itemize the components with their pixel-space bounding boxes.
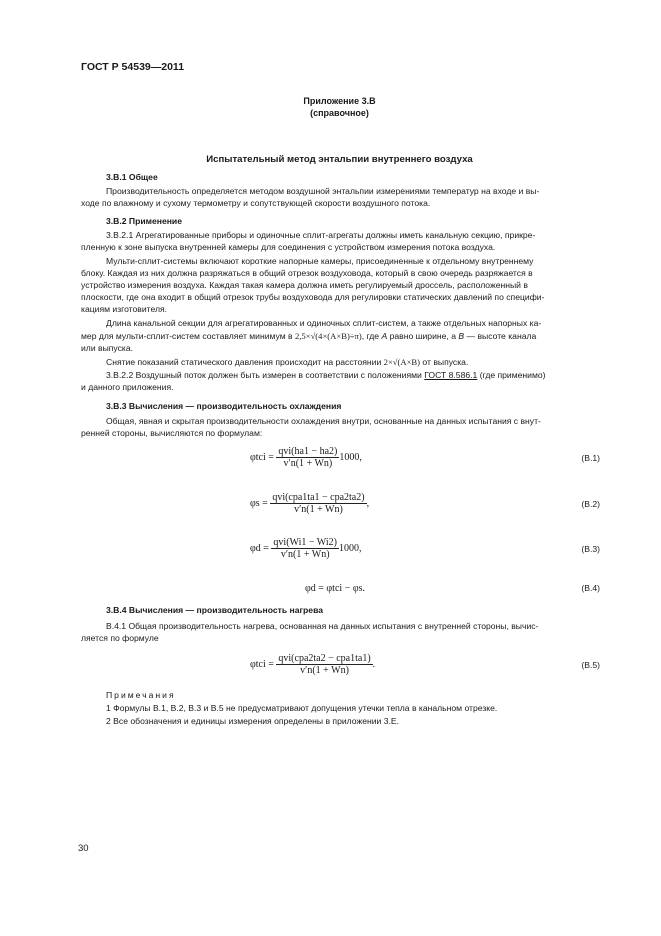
paragraph: блоку. Каждая из них должна разряжаться в общий отрезок воздуховода, который в свою очередь разряжается в	[81, 268, 533, 278]
paragraph: устройство измерения воздуха. Каждая такая камера должна иметь регулируемый дроссель, расположенный в	[81, 280, 528, 290]
paragraph: Мульти-сплит-системы включают короткие напорные камеры, присоединенные к отдельному внутреннему	[106, 256, 534, 266]
paragraph-with-formula: мер для мульти-сплит-систем составляет минимум в 2,5×√(4×(A×B)÷π), где A равно ширине, а B — высоте канала	[81, 331, 537, 341]
paragraph: Производительность определяется методом воздушной энтальпии измерениями температур на входе и вы-	[106, 186, 540, 196]
note-item: 2 Все обозначения и единицы измерения определены в приложении 3.Е.	[106, 716, 400, 726]
equation-b3: φd = $\frac{\text{qvi(Wi1 − Wi2)}}{v'n(1 + Wn)}$ 1000,	[250, 537, 362, 560]
inline-formula: 2×√(A×B)	[383, 357, 421, 367]
equation-b2: φs = $\frac{\text{qvi(cpa1ta1 − cpa2ta2)}}{v'n(1 + Wn)}$ ,	[250, 492, 370, 515]
paragraph: В.4.1 Общая производительность нагрева, основанная на данных испытания с внутренней стороны, вычис-	[106, 621, 539, 631]
paragraph: Общая, явная и скрытая производительности охлаждения внутри, основанные на данных испытания с внут-	[106, 416, 541, 426]
heading-3b1: 3.В.1 Общее	[106, 172, 158, 182]
appendix-subtitle: (справочное)	[310, 108, 369, 118]
fraction: $\frac{\text{qvi(Wi1 − Wi2)}}{v'n(1 + Wn)}$	[273, 537, 337, 560]
heading-3b3: 3.В.3 Вычисления — производительность охлаждения	[106, 401, 342, 411]
appendix-heading	[81, 95, 598, 119]
paragraph-with-link: 3.В.2.2 Воздушный поток должен быть измерен в соответствии с положениями ГОСТ 8.586.1 (где применимо)	[106, 370, 546, 380]
paragraph: ходе по влажному и сухому термометру и сопутствующей скорости воздушного потока.	[81, 198, 431, 208]
paragraph: пленную к зоне выпуска внутренней камеры для соединения с устройством измерения потока воздуха.	[81, 242, 496, 252]
note-item: 1 Формулы В.1, В.2, В.3 и В.5 не предусматривают допущения утечки тепла в канальном отрезке.	[106, 703, 498, 713]
paragraph: Длина канальной секции для агрегатированных и одиночных сплит-систем, а также отдельных напорных ка-	[106, 318, 542, 328]
paragraph: или выпуска.	[81, 343, 134, 353]
paragraph: ренней стороны, вычисляются по формулам:	[81, 428, 263, 438]
paragraph: плоскости, где она входит в общий отрезок трубы воздуховода для регулировки статических давлений по специфи-	[81, 292, 545, 302]
fraction: $\frac{\text{qvi(cpa2ta2 − cpa1ta1)}}{v'n(1 + Wn)}$	[278, 653, 371, 676]
paragraph: и данного приложения.	[81, 382, 174, 392]
heading-3b4: 3.В.4 Вычисления — производительность нагрева	[106, 605, 324, 615]
equation-number: (В.5)	[581, 660, 600, 670]
inline-formula: 2,5×√(4×(A×B)÷π)	[294, 331, 362, 341]
section-title: Испытательный метод энтальпии внутреннего воздуха	[206, 154, 473, 165]
document-header: ГОСТ Р 54539—2011	[81, 61, 185, 73]
paragraph: ляется по формуле	[81, 633, 159, 643]
equation-number: (В.4)	[581, 583, 600, 593]
page-number: 30	[78, 843, 89, 854]
equation-number: (В.2)	[581, 499, 600, 509]
equation-number: (В.1)	[581, 453, 600, 463]
standard-link[interactable]: ГОСТ 8.586.1	[424, 370, 478, 380]
equation-b5: φtci = $\frac{\text{qvi(cpa2ta2 − cpa1ta1)}}{v'n(1 + Wn)}$ .	[250, 653, 376, 676]
heading-3b2: 3.В.2 Применение	[106, 216, 182, 226]
fraction: $\frac{\text{qvi(cpa1ta1 − cpa2ta2)}}{v'n(1 + Wn)}$	[272, 492, 365, 515]
appendix-title: Приложение 3.В	[303, 96, 376, 106]
fraction: $\frac{\text{qvi(ha1 − ha2)}}{v'n(1 + Wn)}$	[278, 446, 338, 469]
paragraph: кациям изготовителя.	[81, 304, 168, 314]
equation-number: (В.3)	[581, 544, 600, 554]
notes-title: Примечания	[106, 690, 176, 700]
equation-b4: φd = φtci − φs.	[305, 583, 365, 594]
paragraph-with-formula: Снятие показаний статического давления происходит на расстоянии 2×√(A×B) от выпуска.	[106, 357, 469, 367]
equation-b1: φtci = $\frac{\text{qvi(ha1 − ha2)}}{v'n(1 + Wn)}$ 1000,	[250, 446, 362, 469]
paragraph: 3.В.2.1 Агрегатированные приборы и одиночные сплит-агрегаты должны иметь канальную секцию, прикре-	[106, 230, 536, 240]
